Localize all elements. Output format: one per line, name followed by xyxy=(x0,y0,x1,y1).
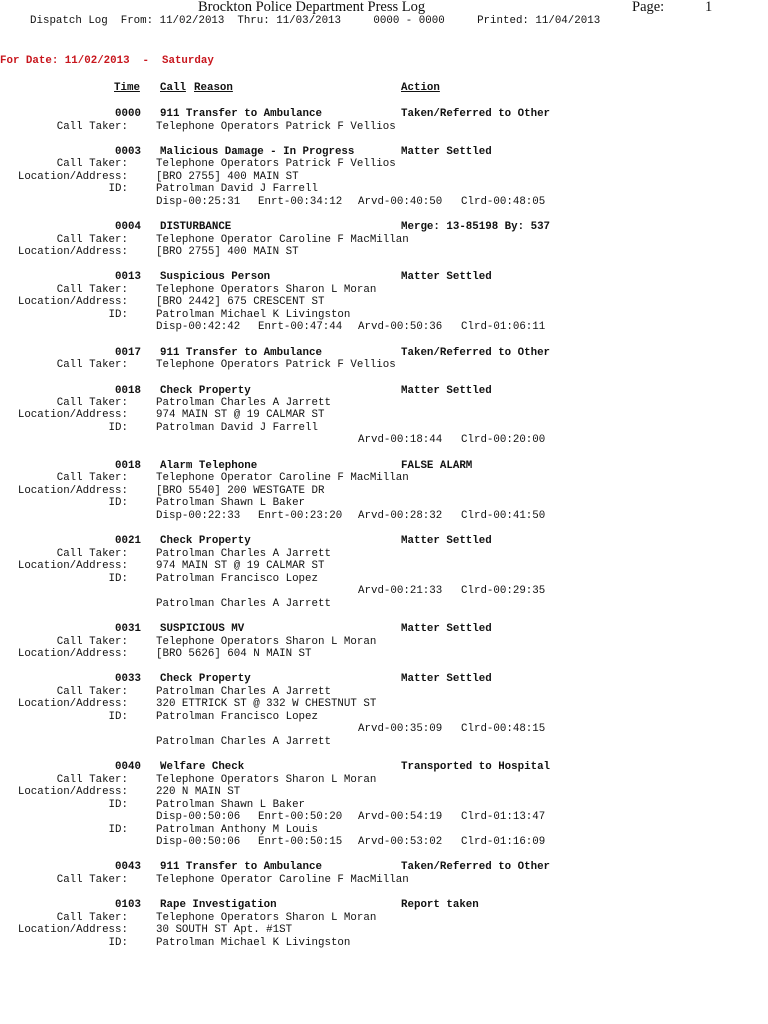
id-label: ID: xyxy=(108,711,128,723)
arrived-time: Arvd-00:21:33 xyxy=(358,585,443,597)
entry-action: Matter Settled xyxy=(401,535,492,547)
arrived-time: Arvd-00:40:50 xyxy=(358,196,443,208)
entry-time: 0017 xyxy=(115,347,141,359)
officer-id-value: Patrolman Francisco Lopez xyxy=(156,573,318,585)
additional-officer: Patrolman Charles A Jarrett xyxy=(156,598,331,610)
location-value: [BRO 2442] 675 CRESCENT ST xyxy=(156,296,325,308)
cleared-time: Clrd-00:29:35 xyxy=(461,585,546,597)
entry-action: Taken/Referred to Other xyxy=(401,347,551,359)
entry-action: Matter Settled xyxy=(401,673,492,685)
location-value: 974 MAIN ST @ 19 CALMAR ST xyxy=(156,560,325,572)
id-label: ID: xyxy=(108,573,128,585)
officer-id-value: Patrolman Shawn L Baker xyxy=(156,799,306,811)
enroute-time: Enrt-00:34:12 xyxy=(258,196,343,208)
location-value: 220 N MAIN ST xyxy=(156,786,241,798)
entry-action: Matter Settled xyxy=(401,623,492,635)
entry-reason: SUSPICIOUS MV xyxy=(160,623,245,635)
column-header-action: Action xyxy=(401,82,440,94)
enroute-time: Enrt-00:50:15 xyxy=(258,836,343,848)
arrived-time: Arvd-00:35:09 xyxy=(358,723,443,735)
entry-time: 0003 xyxy=(115,146,141,158)
location-value: 30 SOUTH ST Apt. #1ST xyxy=(156,924,293,936)
call-taker-value: Telephone Operator Caroline F MacMillan xyxy=(156,472,409,484)
call-taker-label: Call Taker: xyxy=(56,359,128,371)
id-label: ID: xyxy=(108,497,128,509)
call-taker-label: Call Taker: xyxy=(56,158,128,170)
call-taker-label: Call Taker: xyxy=(56,636,128,648)
officer-id-value: Patrolman Michael K Livingston xyxy=(156,309,351,321)
entry-time: 0031 xyxy=(115,623,141,635)
dispatch-time: Disp-00:50:06 xyxy=(156,811,241,823)
call-taker-label: Call Taker: xyxy=(56,548,128,560)
entry-reason: Welfare Check xyxy=(160,761,245,773)
enroute-time: Enrt-00:50:20 xyxy=(258,811,343,823)
report-title: Brockton Police Department Press Log xyxy=(198,0,426,15)
entry-time: 0000 xyxy=(115,108,141,120)
entry-time: 0004 xyxy=(115,221,141,233)
dispatch-time: Disp-00:42:42 xyxy=(156,321,241,333)
entry-time: 0018 xyxy=(115,385,141,397)
entry-action: Matter Settled xyxy=(401,385,492,397)
entry-reason: 911 Transfer to Ambulance xyxy=(160,347,322,359)
arrived-time: Arvd-00:18:44 xyxy=(358,434,443,446)
officer-id-value: Patrolman David J Farrell xyxy=(156,422,318,434)
call-taker-label: Call Taker: xyxy=(56,121,128,133)
call-taker-label: Call Taker: xyxy=(56,686,128,698)
cleared-time: Clrd-00:48:15 xyxy=(461,723,546,735)
call-taker-label: Call Taker: xyxy=(56,774,128,786)
location-label: Location/Address: xyxy=(17,560,128,572)
call-taker-value: Telephone Operator Caroline F MacMillan xyxy=(156,234,409,246)
cleared-time: Clrd-00:41:50 xyxy=(461,510,546,522)
arrived-time: Arvd-00:50:36 xyxy=(358,321,443,333)
arrived-time: Arvd-00:53:02 xyxy=(358,836,443,848)
entry-time: 0033 xyxy=(115,673,141,685)
call-taker-value: Patrolman Charles A Jarrett xyxy=(156,548,331,560)
call-taker-label: Call Taker: xyxy=(56,284,128,296)
location-label: Location/Address: xyxy=(17,924,128,936)
officer-id-value: Patrolman David J Farrell xyxy=(156,183,318,195)
call-taker-label: Call Taker: xyxy=(56,234,128,246)
id-label: ID: xyxy=(108,422,128,434)
entry-reason: DISTURBANCE xyxy=(160,221,232,233)
call-taker-value: Telephone Operators Patrick F Vellios xyxy=(156,158,396,170)
entry-action: Taken/Referred to Other xyxy=(401,108,551,120)
entry-reason: 911 Transfer to Ambulance xyxy=(160,861,322,873)
id-label: ID: xyxy=(108,937,128,949)
additional-officer: Patrolman Charles A Jarrett xyxy=(156,736,331,748)
call-taker-value: Telephone Operators Sharon L Moran xyxy=(156,636,377,648)
location-label: Location/Address: xyxy=(17,698,128,710)
location-label: Location/Address: xyxy=(17,485,128,497)
officer-id-value: Patrolman Michael K Livingston xyxy=(156,937,351,949)
call-taker-value: Telephone Operators Patrick F Vellios xyxy=(156,359,396,371)
entry-reason: Check Property xyxy=(160,385,251,397)
location-value: 974 MAIN ST @ 19 CALMAR ST xyxy=(156,409,325,421)
dispatch-time: Disp-00:50:06 xyxy=(156,836,241,848)
location-value: [BRO 2755] 400 MAIN ST xyxy=(156,246,299,258)
entry-reason: Check Property xyxy=(160,673,251,685)
entry-reason: Rape Investigation xyxy=(160,899,277,911)
officer-id-value: Patrolman Francisco Lopez xyxy=(156,711,318,723)
dispatch-time: Disp-00:25:31 xyxy=(156,196,241,208)
entry-time: 0103 xyxy=(115,899,141,911)
location-value: 320 ETTRICK ST @ 332 W CHESTNUT ST xyxy=(156,698,377,710)
call-taker-label: Call Taker: xyxy=(56,397,128,409)
call-taker-value: Telephone Operator Caroline F MacMillan xyxy=(156,874,409,886)
arrived-time: Arvd-00:54:19 xyxy=(358,811,443,823)
entry-action: FALSE ALARM xyxy=(401,460,473,472)
entry-action: Matter Settled xyxy=(401,146,492,158)
entry-action: Matter Settled xyxy=(401,271,492,283)
call-taker-label: Call Taker: xyxy=(56,472,128,484)
location-label: Location/Address: xyxy=(17,171,128,183)
call-taker-value: Telephone Operators Patrick F Vellios xyxy=(156,121,396,133)
location-label: Location/Address: xyxy=(17,786,128,798)
date-heading: For Date: 11/02/2013 - Saturday xyxy=(0,55,214,67)
id-label: ID: xyxy=(108,183,128,195)
call-taker-label: Call Taker: xyxy=(56,912,128,924)
id-label: ID: xyxy=(108,799,128,811)
id-label: ID: xyxy=(108,309,128,321)
call-taker-value: Telephone Operators Sharon L Moran xyxy=(156,774,377,786)
cleared-time: Clrd-01:16:09 xyxy=(461,836,546,848)
entry-time: 0040 xyxy=(115,761,141,773)
enroute-time: Enrt-00:23:20 xyxy=(258,510,343,522)
cleared-time: Clrd-00:48:05 xyxy=(461,196,546,208)
entry-action: Merge: 13-85198 By: 537 xyxy=(401,221,551,233)
entry-time: 0013 xyxy=(115,271,141,283)
officer-id-value: Patrolman Shawn L Baker xyxy=(156,497,306,509)
entry-time: 0043 xyxy=(115,861,141,873)
arrived-time: Arvd-00:28:32 xyxy=(358,510,443,522)
cleared-time: Clrd-00:20:00 xyxy=(461,434,546,446)
id-label: ID: xyxy=(108,824,128,836)
location-value: [BRO 2755] 400 MAIN ST xyxy=(156,171,299,183)
column-header-reason: Reason xyxy=(194,82,233,94)
column-header-call: Call xyxy=(160,82,186,94)
location-label: Location/Address: xyxy=(17,296,128,308)
call-taker-value: Telephone Operators Sharon L Moran xyxy=(156,284,377,296)
report-subheader: Dispatch Log From: 11/02/2013 Thru: 11/03/2013 0000 - 0000 Printed: 11/04/2013 xyxy=(30,15,601,27)
call-taker-value: Telephone Operators Sharon L Moran xyxy=(156,912,377,924)
column-header-time: Time xyxy=(114,82,140,94)
officer-id-value: Patrolman Anthony M Louis xyxy=(156,824,318,836)
location-value: [BRO 5626] 604 N MAIN ST xyxy=(156,648,312,660)
location-label: Location/Address: xyxy=(17,246,128,258)
entry-action: Report taken xyxy=(401,899,479,911)
entry-action: Taken/Referred to Other xyxy=(401,861,551,873)
page-number: 1 xyxy=(705,0,713,15)
entry-action: Transported to Hospital xyxy=(401,761,551,773)
entry-reason: Alarm Telephone xyxy=(160,460,258,472)
entry-time: 0021 xyxy=(115,535,141,547)
entry-reason: Suspicious Person xyxy=(160,271,271,283)
enroute-time: Enrt-00:47:44 xyxy=(258,321,343,333)
location-value: [BRO 5540] 200 WESTGATE DR xyxy=(156,485,325,497)
call-taker-value: Patrolman Charles A Jarrett xyxy=(156,397,331,409)
location-label: Location/Address: xyxy=(17,648,128,660)
page-label: Page: xyxy=(632,0,665,15)
entry-time: 0018 xyxy=(115,460,141,472)
entry-reason: Check Property xyxy=(160,535,251,547)
call-taker-value: Patrolman Charles A Jarrett xyxy=(156,686,331,698)
cleared-time: Clrd-01:06:11 xyxy=(461,321,546,333)
entry-reason: 911 Transfer to Ambulance xyxy=(160,108,322,120)
entry-reason: Malicious Damage - In Progress xyxy=(160,146,355,158)
call-taker-label: Call Taker: xyxy=(56,874,128,886)
location-label: Location/Address: xyxy=(17,409,128,421)
cleared-time: Clrd-01:13:47 xyxy=(461,811,546,823)
dispatch-time: Disp-00:22:33 xyxy=(156,510,241,522)
